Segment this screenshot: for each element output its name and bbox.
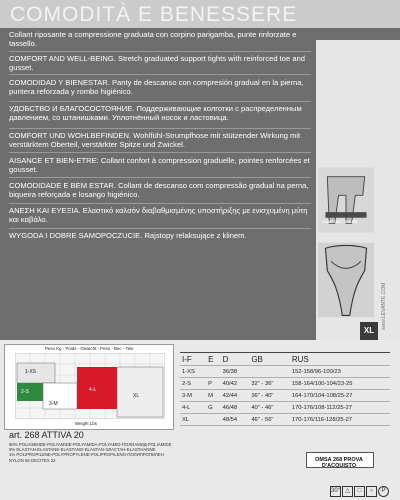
description-french: AISANCE ET BIEN-ETRE: Collant confort à compression graduelle, pointes renforcées et gousset. — [9, 156, 310, 174]
description-greek: ΑΝΕΣΗ ΚΑΙ ΕΥΕΞΙΑ. Ελαστικό καλσόν διαβαθμισμένης υποστήριξης με ενισχυμένη μύτη και καβάλο. — [9, 206, 308, 224]
table-cell: 46/48 — [221, 402, 250, 414]
divider — [9, 177, 311, 178]
dry-icon: □ — [354, 486, 365, 497]
table-cell: 36/38 — [221, 366, 250, 378]
size-label-l: 4-L — [89, 387, 97, 393]
divider — [9, 228, 311, 229]
table-row — [180, 414, 390, 426]
zone-xl — [117, 367, 163, 417]
table-row — [180, 390, 390, 402]
size-label-xs: 1-XS — [25, 369, 37, 375]
size-table — [180, 352, 390, 426]
dry-clean-p-icon: P — [378, 486, 389, 497]
column-header: I-F — [180, 353, 206, 366]
column-header: RUS — [290, 353, 390, 366]
table-row — [180, 402, 390, 414]
table-cell: 158-164/100-104/23-25 — [290, 378, 390, 390]
size-label-s: 2-S — [21, 389, 29, 395]
column-header: GB — [249, 353, 290, 366]
size-label-xl: XL — [133, 393, 140, 399]
table-cell: 36" - 40" — [249, 390, 290, 402]
proof-of-purchase-label: OMSA 268 PROVA D'ACQUISTO — [315, 457, 363, 469]
description-german: COMFORT UND WOHLBEFINDEN. Wohlfühl-Strumpfhose mit stützender Wirkung mit verstärktem Oberteil, verstärkter Spitze und Zwickel. — [9, 131, 301, 149]
table-cell: 48/54 — [221, 414, 250, 426]
table-cell: 170-176/108-112/25-27 — [290, 402, 390, 414]
size-badge-xl: XL — [360, 322, 378, 340]
table-cell: 1-XS — [180, 366, 206, 378]
tights-illustration-bottom — [318, 240, 374, 320]
table-cell — [249, 366, 290, 378]
x-axis-label: Weight Lbs — [75, 421, 97, 426]
description-portuguese: COMODIDADE E BEM ESTAR. Collant de descanso com compressão gradual na perna, biqueira reforçada e losango higiénico. — [9, 181, 309, 199]
table-cell: 42/44 — [221, 390, 250, 402]
table-cell: G — [206, 402, 220, 414]
page-title: COMODITÀ E BENESSERE — [10, 3, 298, 26]
column-header: D — [221, 353, 250, 366]
table-cell: 164-170/104-108/25-27 — [290, 390, 390, 402]
zone-l — [77, 367, 117, 409]
table-cell: 170-176/116-128/25-27 — [290, 414, 390, 426]
composition-list — [9, 442, 309, 463]
composition-line: 9% ELASTAN-ELASTANE-ELASTANO-ELASTAN-ЭЛАСТАН-ELASTHANNE — [9, 447, 156, 453]
table-cell: 2-S — [180, 378, 206, 390]
column-header: E — [206, 353, 220, 366]
description-polish: WYGODA I DOBRE SAMOPOCZUCIE. Rajstopy relaksujące z klinem. — [9, 231, 247, 240]
composition-line: NYLON 66 DECITEX 22 — [9, 457, 56, 463]
table-cell — [206, 366, 220, 378]
table-row — [180, 378, 390, 390]
table-cell: XL — [180, 414, 206, 426]
chart-header: Peso Kg - Poids - Gewicht - Peso - Вес - Tele — [45, 346, 134, 351]
size-label-m: 3-M — [49, 401, 58, 407]
table-cell — [206, 414, 220, 426]
wash-30-icon: 30° — [330, 486, 341, 497]
divider — [9, 51, 311, 52]
table-header-row — [180, 353, 390, 366]
table-cell: 40/42 — [221, 378, 250, 390]
chart-grid — [15, 353, 165, 419]
composition-line: 90% POLIAMMIDE-POLYAMIDE-POLYAMIDA-POLYAMID-ПОЛИАМИД-POLIAMIDE — [9, 442, 172, 447]
table-cell: 3-M — [180, 390, 206, 402]
description-russian: УДОБСТВО И БЛАГОСОСТОЯНИЕ. Поддерживающие колготки с распределенным давлением, со штанишками. Уплотнённый носок и ластовица. — [9, 104, 302, 122]
iron-icon: ○ — [366, 486, 377, 497]
size-chart — [4, 344, 174, 430]
brand-wordmark: www.LEVANTE.COM — [381, 282, 387, 330]
description-italian: Collant riposante a compressione graduata con corpino parigamba, punte rinforzate e tassello. — [9, 30, 297, 48]
table-cell: M — [206, 390, 220, 402]
divider — [9, 152, 311, 153]
divider — [9, 101, 311, 102]
composition-line: 1% POLIPROPILENE-POLYPROPYLENE-POLIPROPILENO-ПОЛИПРОПИЛЕН — [9, 452, 164, 458]
divider — [9, 203, 311, 204]
comfort-caption: COMFORT SHAPE — [322, 219, 358, 224]
divider — [9, 74, 311, 75]
divider — [9, 128, 311, 129]
table-row — [180, 366, 390, 378]
table-cell: 152-158/96-100/23 — [290, 366, 390, 378]
tights-illustration-top — [318, 165, 374, 235]
article-code: art. 268 ATTIVA 20 — [9, 430, 84, 440]
table-cell: P — [206, 378, 220, 390]
description-english: COMFORT AND WELL-BEING. Stretch graduated support tights with reinforced toe and gusset. — [9, 54, 306, 72]
table-cell: 4-L — [180, 402, 206, 414]
table-cell: 40" - 46" — [249, 402, 290, 414]
table-cell: 32" - 36" — [249, 378, 290, 390]
table-cell: 46" - 56" — [249, 414, 290, 426]
no-bleach-icon: △ — [342, 486, 353, 497]
description-spanish: COMODIDAD Y BIENESTAR. Panty de descanso con compresión gradual en la pierna, puntera reforzada y rombo higiénico. — [9, 78, 304, 96]
